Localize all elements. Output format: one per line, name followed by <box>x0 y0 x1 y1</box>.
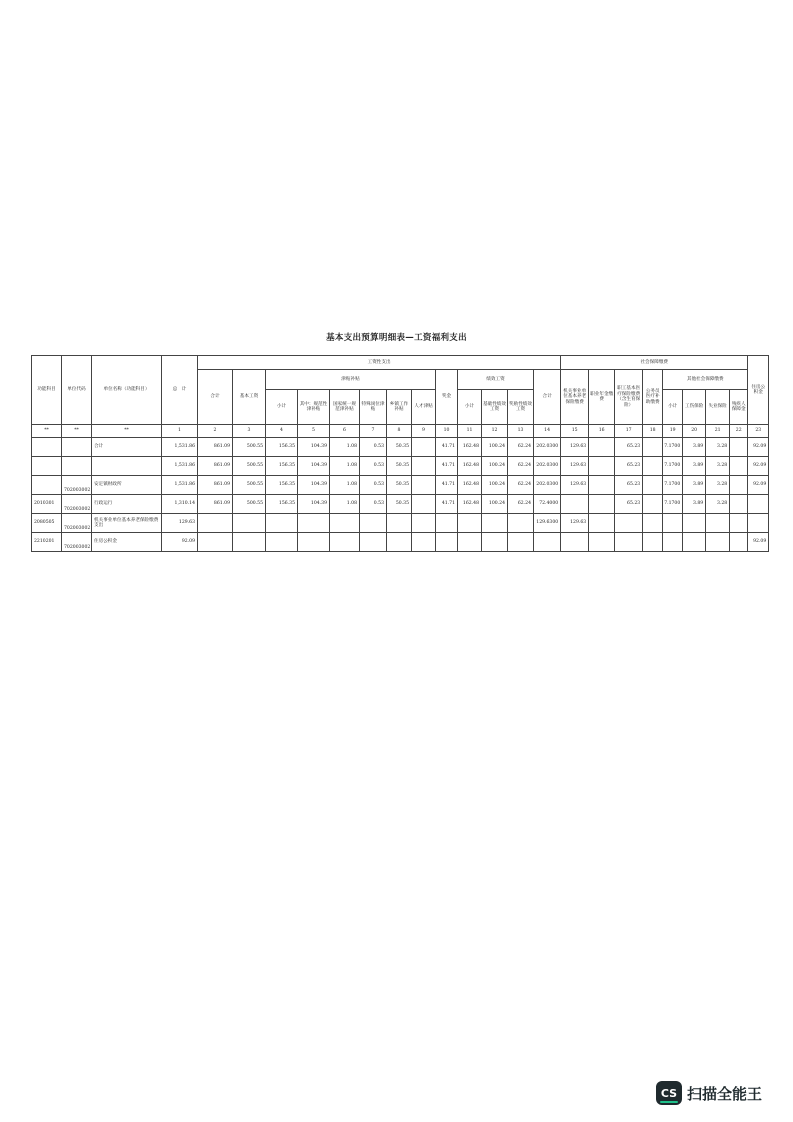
col-number: 20 <box>683 425 706 438</box>
value-cell <box>198 514 233 533</box>
value-cell <box>436 533 458 552</box>
value-cell <box>589 457 615 476</box>
value-cell <box>298 514 330 533</box>
value-cell: 50.35 <box>387 476 412 495</box>
table-body <box>32 438 769 552</box>
col-number: 1 <box>162 425 198 438</box>
col-number: 23 <box>748 425 769 438</box>
col-number: 11 <box>458 425 482 438</box>
value-cell: 162.48 <box>458 495 482 514</box>
value-cell <box>298 533 330 552</box>
camscanner-icon: CS <box>656 1081 682 1105</box>
header-wage-subtotal: 合计 <box>198 370 233 425</box>
value-cell <box>412 514 436 533</box>
value-cell <box>482 514 508 533</box>
value-cell <box>706 533 730 552</box>
value-cell <box>730 457 748 476</box>
header-social-group: 社会保障缴费 <box>561 356 748 370</box>
value-cell: 500.55 <box>233 495 266 514</box>
header-civil-medical: 公务员医疗补助缴费 <box>643 370 663 425</box>
value-cell: 202.0300 <box>534 457 561 476</box>
value-cell: 3.28 <box>706 438 730 457</box>
value-cell: 104.39 <box>298 438 330 457</box>
value-cell: 156.35 <box>266 476 298 495</box>
value-cell: 41.71 <box>436 438 458 457</box>
value-cell: 41.71 <box>436 457 458 476</box>
col-number: 9 <box>412 425 436 438</box>
value-cell: 0.53 <box>360 438 387 457</box>
col-number: 17 <box>615 425 643 438</box>
header-unemployment: 失业保险 <box>706 390 730 425</box>
header-bonus: 奖金 <box>436 370 458 425</box>
value-cell: 500.55 <box>233 457 266 476</box>
value-cell: 100.24 <box>482 476 508 495</box>
header-reward-perf: 奖励性绩效工资 <box>508 390 534 425</box>
value-cell <box>508 533 534 552</box>
value-cell: 100.24 <box>482 495 508 514</box>
value-cell: 1.08 <box>330 495 360 514</box>
value-cell <box>561 495 589 514</box>
col-number: 16 <box>589 425 615 438</box>
value-cell <box>643 457 663 476</box>
watermark-text: 扫描全能王 <box>687 1084 763 1103</box>
value-cell: 1.08 <box>330 457 360 476</box>
value-cell: 92.09 <box>748 457 769 476</box>
value-cell <box>748 495 769 514</box>
value-cell <box>482 533 508 552</box>
col-number: 21 <box>706 425 730 438</box>
value-cell: 62.24 <box>508 438 534 457</box>
value-cell <box>615 533 643 552</box>
value-cell <box>412 476 436 495</box>
col-number: 22 <box>730 425 748 438</box>
value-cell: 50.35 <box>387 438 412 457</box>
header-other-social-group: 其他社会保障缴费 <box>663 370 748 390</box>
table-row <box>32 438 769 457</box>
value-cell: 861.09 <box>198 438 233 457</box>
unit-name-cell: 机关事业单位基本养老保险缴费支出 <box>92 514 162 533</box>
value-cell: 3.89 <box>683 457 706 476</box>
col-number: 5 <box>298 425 330 438</box>
table-row <box>32 476 769 495</box>
value-cell: 41.71 <box>436 495 458 514</box>
value-cell <box>561 533 589 552</box>
value-cell <box>663 533 683 552</box>
header-wage-group: 工资性支出 <box>198 356 561 370</box>
value-cell <box>198 533 233 552</box>
value-cell: 1,531.86 <box>162 438 198 457</box>
value-cell <box>643 476 663 495</box>
value-cell: 3.28 <box>706 457 730 476</box>
header-basic-perf: 基础性绩效工资 <box>482 390 508 425</box>
value-cell <box>663 514 683 533</box>
col-number: 6 <box>330 425 360 438</box>
value-cell: 156.35 <box>266 495 298 514</box>
value-cell <box>643 495 663 514</box>
value-cell: 41.71 <box>436 476 458 495</box>
value-cell: 3.28 <box>706 476 730 495</box>
unit-code-cell: 702003002 <box>62 533 92 552</box>
unit-name-cell: 合计 <box>92 438 162 457</box>
func-subject-cell <box>32 476 62 495</box>
value-cell <box>706 514 730 533</box>
value-cell <box>589 533 615 552</box>
value-cell: 62.24 <box>508 457 534 476</box>
value-cell <box>589 495 615 514</box>
value-cell: 1,531.86 <box>162 476 198 495</box>
star-cell: ** <box>62 425 92 438</box>
col-number: 7 <box>360 425 387 438</box>
header-annuity: 职业年金缴费 <box>589 370 615 425</box>
watermark-logo <box>656 1080 776 1106</box>
value-cell: 7.1700 <box>663 457 683 476</box>
budget-table <box>31 355 769 552</box>
value-cell: 162.48 <box>458 476 482 495</box>
header-unit-code: 单位代码 <box>62 356 92 425</box>
unit-code-cell <box>62 438 92 457</box>
header-allowance-group: 津贴补贴 <box>266 370 436 390</box>
value-cell: 129.63 <box>561 476 589 495</box>
col-number: 18 <box>643 425 663 438</box>
value-cell: 3.89 <box>683 476 706 495</box>
value-cell <box>534 533 561 552</box>
star-row <box>32 425 769 438</box>
value-cell: 50.35 <box>387 457 412 476</box>
header-row-1 <box>32 356 769 370</box>
unit-name-cell <box>92 457 162 476</box>
value-cell <box>683 514 706 533</box>
value-cell: 50.35 <box>387 495 412 514</box>
unit-code-cell: 702003002 <box>62 495 92 514</box>
header-pension-ins: 机关事业单位基本养老保险缴费 <box>561 370 589 425</box>
star-cell: ** <box>92 425 162 438</box>
value-cell <box>589 476 615 495</box>
header-allowance-unified: 国家统一规范津补贴 <box>330 390 360 425</box>
value-cell: 202.0300 <box>534 476 561 495</box>
value-cell: 156.35 <box>266 457 298 476</box>
value-cell: 162.48 <box>458 457 482 476</box>
value-cell: 65.23 <box>615 438 643 457</box>
header-social-subtotal: 合计 <box>534 370 561 425</box>
value-cell: 104.39 <box>298 457 330 476</box>
value-cell: 156.35 <box>266 438 298 457</box>
value-cell: 0.53 <box>360 495 387 514</box>
col-number: 4 <box>266 425 298 438</box>
header-unit-name: 单位名称（功能科目） <box>92 356 162 425</box>
value-cell <box>412 495 436 514</box>
value-cell <box>436 514 458 533</box>
value-cell: 3.28 <box>706 495 730 514</box>
value-cell: 65.23 <box>615 476 643 495</box>
value-cell: 7.1700 <box>663 495 683 514</box>
value-cell: 100.24 <box>482 457 508 476</box>
value-cell: 1.08 <box>330 476 360 495</box>
value-cell <box>643 533 663 552</box>
col-number: 14 <box>534 425 561 438</box>
value-cell <box>387 514 412 533</box>
value-cell <box>615 514 643 533</box>
value-cell <box>387 533 412 552</box>
value-cell: 500.55 <box>233 438 266 457</box>
func-subject-cell <box>32 438 62 457</box>
value-cell: 104.39 <box>298 495 330 514</box>
value-cell: 65.23 <box>615 495 643 514</box>
value-cell: 72.4000 <box>534 495 561 514</box>
table-row <box>32 457 769 476</box>
unit-name-cell: 行政运行 <box>92 495 162 514</box>
value-cell <box>233 514 266 533</box>
value-cell: 100.24 <box>482 438 508 457</box>
value-cell: 1,310.14 <box>162 495 198 514</box>
value-cell <box>330 533 360 552</box>
value-cell <box>643 438 663 457</box>
value-cell <box>730 533 748 552</box>
value-cell <box>730 476 748 495</box>
func-subject-cell <box>32 457 62 476</box>
unit-code-cell: 702003002 <box>62 476 92 495</box>
value-cell: 92.09 <box>748 438 769 457</box>
value-cell: 500.55 <box>233 476 266 495</box>
table-row <box>32 533 769 552</box>
header-other-subtotal: 小计 <box>663 390 683 425</box>
value-cell: 861.09 <box>198 495 233 514</box>
value-cell: 0.53 <box>360 457 387 476</box>
value-cell: 1,531.86 <box>162 457 198 476</box>
value-cell: 65.23 <box>615 457 643 476</box>
value-cell <box>730 438 748 457</box>
value-cell <box>683 533 706 552</box>
value-cell <box>458 533 482 552</box>
value-cell: 7.1700 <box>663 438 683 457</box>
table-row <box>32 495 769 514</box>
value-cell <box>360 533 387 552</box>
func-subject-cell: 2210201 <box>32 533 62 552</box>
value-cell: 0.53 <box>360 476 387 495</box>
header-total: 总 计 <box>162 356 198 425</box>
header-housing-fund: 住房公积金 <box>748 356 769 425</box>
value-cell: 129.63 <box>561 438 589 457</box>
func-subject-cell: 2010301 <box>32 495 62 514</box>
value-cell <box>360 514 387 533</box>
header-func-subject: 功能科目 <box>32 356 62 425</box>
value-cell <box>458 514 482 533</box>
value-cell <box>266 514 298 533</box>
value-cell <box>730 514 748 533</box>
value-cell <box>730 495 748 514</box>
func-subject-cell: 2080505 <box>32 514 62 533</box>
value-cell <box>412 457 436 476</box>
value-cell <box>589 514 615 533</box>
value-cell: 92.09 <box>748 476 769 495</box>
value-cell: 129.63 <box>561 514 589 533</box>
value-cell: 3.89 <box>683 438 706 457</box>
value-cell: 1.08 <box>330 438 360 457</box>
value-cell <box>589 438 615 457</box>
value-cell: 129.63 <box>162 514 198 533</box>
value-cell <box>412 533 436 552</box>
header-injury: 工伤保险 <box>683 390 706 425</box>
unit-code-cell: 702003002 <box>62 514 92 533</box>
col-number: 13 <box>508 425 534 438</box>
col-number: 19 <box>663 425 683 438</box>
col-number: 3 <box>233 425 266 438</box>
col-number: 12 <box>482 425 508 438</box>
unit-code-cell <box>62 457 92 476</box>
col-number: 2 <box>198 425 233 438</box>
header-allowance-subtotal: 小计 <box>266 390 298 425</box>
value-cell <box>643 514 663 533</box>
value-cell: 92.09 <box>748 533 769 552</box>
header-perf-subtotal: 小计 <box>458 390 482 425</box>
value-cell <box>266 533 298 552</box>
table-row <box>32 514 769 533</box>
value-cell: 861.09 <box>198 457 233 476</box>
value-cell <box>748 514 769 533</box>
col-number: 15 <box>561 425 589 438</box>
header-special-post: 特殊岗位津贴 <box>360 390 387 425</box>
col-number: 8 <box>387 425 412 438</box>
value-cell: 62.24 <box>508 495 534 514</box>
header-medical-ins: 职工基本医疗保险缴费（含生育保险） <box>615 370 643 425</box>
value-cell <box>412 438 436 457</box>
header-basic-wage: 基本工资 <box>233 370 266 425</box>
value-cell: 92.09 <box>162 533 198 552</box>
unit-name-cell: 住房公积金 <box>92 533 162 552</box>
value-cell: 62.24 <box>508 476 534 495</box>
value-cell: 7.1700 <box>663 476 683 495</box>
value-cell: 129.6300 <box>534 514 561 533</box>
header-talent: 人才津贴 <box>412 390 436 425</box>
value-cell: 104.39 <box>298 476 330 495</box>
header-perf-group: 绩效工资 <box>458 370 534 390</box>
header-township: 乡镇工作补贴 <box>387 390 412 425</box>
value-cell <box>233 533 266 552</box>
header-disabled: 残疾人保障金 <box>730 390 748 425</box>
header-allowance-standard: 其中：规范性津补贴 <box>298 390 330 425</box>
value-cell: 129.63 <box>561 457 589 476</box>
value-cell: 861.09 <box>198 476 233 495</box>
value-cell: 162.48 <box>458 438 482 457</box>
value-cell: 3.89 <box>683 495 706 514</box>
unit-name-cell: 安定镇财政所 <box>92 476 162 495</box>
value-cell <box>330 514 360 533</box>
star-cell: ** <box>32 425 62 438</box>
col-number: 10 <box>436 425 458 438</box>
value-cell <box>508 514 534 533</box>
page-title: 基本支出预算明细表—工资福利支出 <box>326 333 467 343</box>
value-cell: 202.0300 <box>534 438 561 457</box>
